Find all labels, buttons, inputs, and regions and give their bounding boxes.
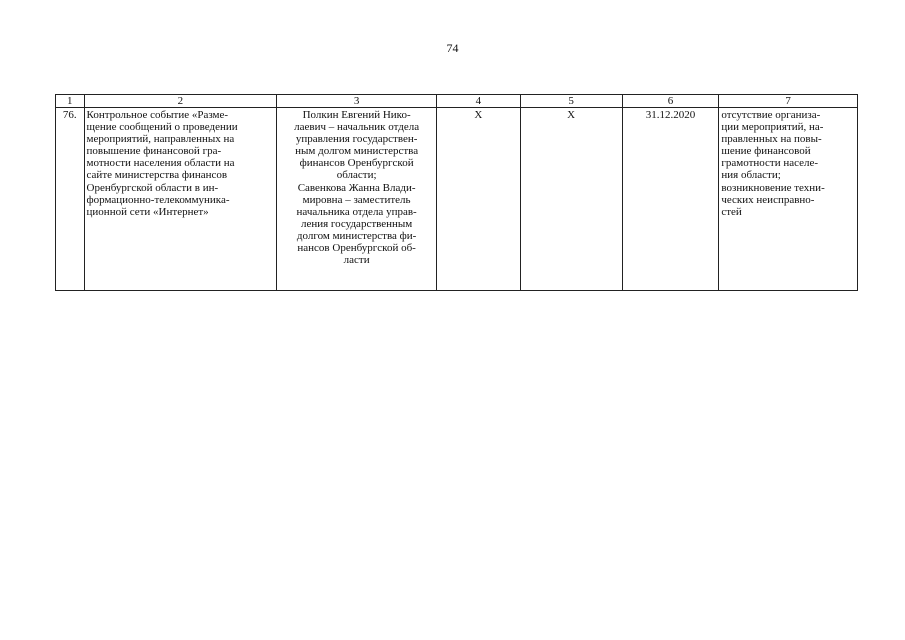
risk-line: ния области; xyxy=(721,169,781,182)
page-number: 74 xyxy=(446,41,459,55)
risk-line: ции мероприятий, на- xyxy=(721,121,824,134)
column-number-2: 2 xyxy=(84,95,277,108)
responsible-line: нансов Оренбургской об- xyxy=(297,242,416,255)
responsible-line: мировна – заместитель xyxy=(302,193,411,206)
event-line: формационно-телекоммуника- xyxy=(86,193,230,206)
event-line: мотности населения области на xyxy=(86,157,235,170)
column-4-cell: Х xyxy=(437,108,521,291)
responsible-line: ным долгом министерства xyxy=(295,145,419,158)
responsible-line: области; xyxy=(336,169,377,182)
row-number-cell: 76. xyxy=(56,108,85,291)
column-5-cell: Х xyxy=(520,108,622,291)
risk-line: шение финансовой xyxy=(721,145,811,158)
risk-line: ческих неисправно- xyxy=(721,193,815,206)
event-line: сайте министерства финансов xyxy=(86,169,228,182)
column-number-5: 5 xyxy=(520,95,622,108)
risk-line: правленных на повы- xyxy=(721,133,822,146)
event-line: ционной сети «Интернет» xyxy=(86,205,209,218)
responsible-cell xyxy=(277,108,437,291)
event-line: повышение финансовой гра- xyxy=(86,145,222,158)
risk-line: отсутствие организа- xyxy=(721,109,821,121)
column-number-4: 4 xyxy=(437,95,521,108)
risk-line: возникновение техни- xyxy=(721,181,825,194)
risk-line: грамотности населе- xyxy=(721,157,819,170)
responsible-line: ления государственным xyxy=(300,217,413,230)
event-line: щение сообщений о проведении xyxy=(86,121,238,134)
column-number-3: 3 xyxy=(277,95,437,108)
responsible-line: начальника отдела управ- xyxy=(296,205,417,218)
deadline-date-cell: 31.12.2020 xyxy=(622,108,719,291)
responsible-line: Полкин Евгений Нико- xyxy=(302,109,411,121)
plan-table xyxy=(55,94,858,291)
responsible-line: управления государствен- xyxy=(295,133,418,146)
risk-cell xyxy=(719,108,858,291)
responsible-line: Савенкова Жанна Влади- xyxy=(297,181,416,194)
column-number-7: 7 xyxy=(719,95,858,108)
responsible-line: долгом министерства фи- xyxy=(296,229,417,242)
column-number-6: 6 xyxy=(622,95,719,108)
event-line: мероприятий, направленных на xyxy=(86,133,235,146)
table-row xyxy=(56,108,858,291)
event-line: Контрольное событие «Разме- xyxy=(86,109,229,121)
event-cell xyxy=(84,108,277,291)
column-number-1: 1 xyxy=(56,95,85,108)
responsible-line: ласти xyxy=(343,254,370,267)
risk-line: стей xyxy=(721,205,742,218)
responsible-line: финансов Оренбургской xyxy=(299,157,414,170)
event-line: Оренбургской области в ин- xyxy=(86,181,219,194)
table-header-row xyxy=(56,95,858,108)
responsible-line: лаевич – начальник отдела xyxy=(294,121,420,134)
